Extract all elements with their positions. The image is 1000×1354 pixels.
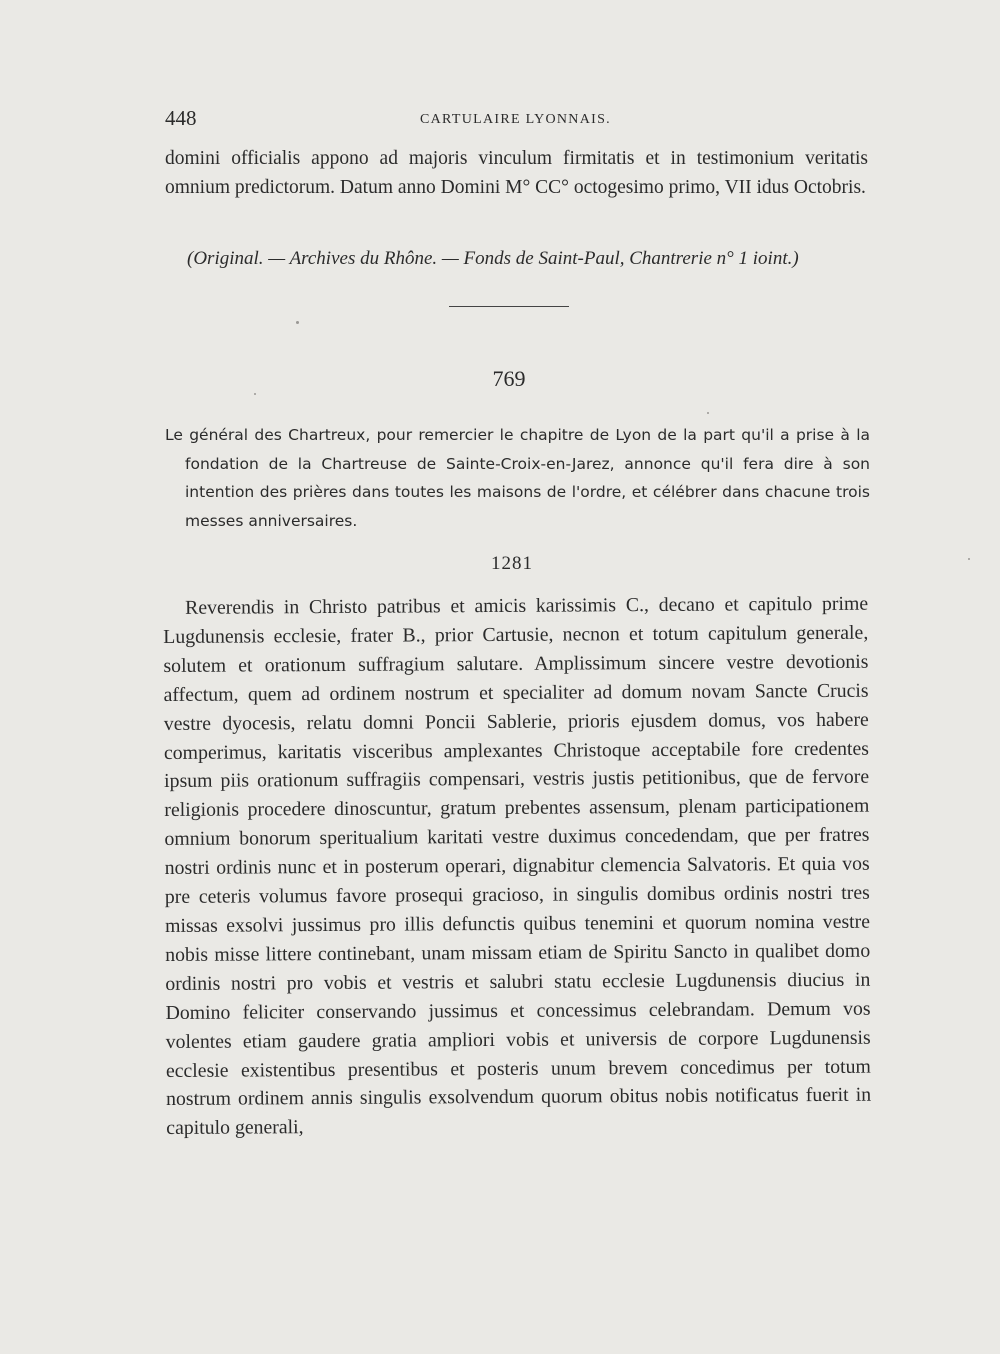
source-citation: (Original. — Archives du Rhône. — Fonds de Saint-Paul, Chantrerie n° 1 ioint.) [187, 248, 799, 269]
charter-number: 769 [492, 366, 526, 391]
running-title: CARTULAIRE LYONNAIS. [420, 112, 611, 127]
paper-speck [254, 393, 256, 395]
paper-speck [968, 558, 970, 560]
paper-speck [707, 412, 709, 414]
charter-summary: Le général des Chartreux, pour remercier le chapitre de Lyon de la part qu'il a prise à la fondation de la Chartreuse de Sainte-Croix-en-Jarez, annonce qu'il fera dire à son intention des prières dans toutes les maisons de l'ordre, et célébrer dans chacune trois messes anniversaires. [165, 426, 870, 530]
continuation-paragraph: domini officialis appono ad majoris vinculum firmitatis et in testimonium veritatis omnium predictorum. Datum anno Domini M° CC° octogesimo primo, VII idus Octobris. [165, 148, 868, 198]
charter-text: Reverendis in Christo patribus et amicis karissimis C., decano et capitulo prime Lugdunensis ecclesie, frater B., prior Cartusie, necnon et totum capitulum generale, solutem et orationum suffragium salutare. Amplissimum sincere vestre devotionis affectum, quem ad ordinem nostrum et specialiter ad domum novam Sancte Crucis vestre dyocesis, relatu domni Poncii Sablerie, prioris ejusdem domus, vos habere comperimus, karitatis visceribus amplexantes Christoque acceptabile fore credentes ipsum piis orationum suffragiis compensari, vestris justis petitionibus, que de fervore religionis procedere dinoscuntur, gratum prebentes assensum, plenam participationem omnium bonorum speritualium karitati vestre duximus concedendam, que per fratres nostri ordinis nunc et in posterum operari, dignabitur clemencia Salvatoris. Et quia vos pre ceteris volumus favore prosequi gracioso, in singulis domibus ordinis nostri tres missas exsolvi jussimus pro illis defunctis quibus tenemini et quorum nomina vestre nobis misse littere continebant, unam missam etiam de Spiritu Sancto in qualibet domo ordinis nostri pro vobis et vestris et salubri statu ecclesie Lugdunensis diucius in Domino feliciter conservando jussimus et concessimus celebrandam. Demum vos volentes etiam gaudere gratia ampliori vobis et universis de corpore Lugdunensis ecclesie existentibus presentibus et posteris unum brevem concedimus per totum nostrum ordinem annis singulis exsolvendum quorum obitus nobis notificatus fuerit in capitulo generali, [163, 592, 872, 1140]
section-divider [449, 306, 569, 307]
paper-speck [296, 321, 299, 324]
charter-date: 1281 [491, 553, 533, 574]
page-header [165, 106, 865, 136]
page-number: 448 [165, 106, 197, 130]
